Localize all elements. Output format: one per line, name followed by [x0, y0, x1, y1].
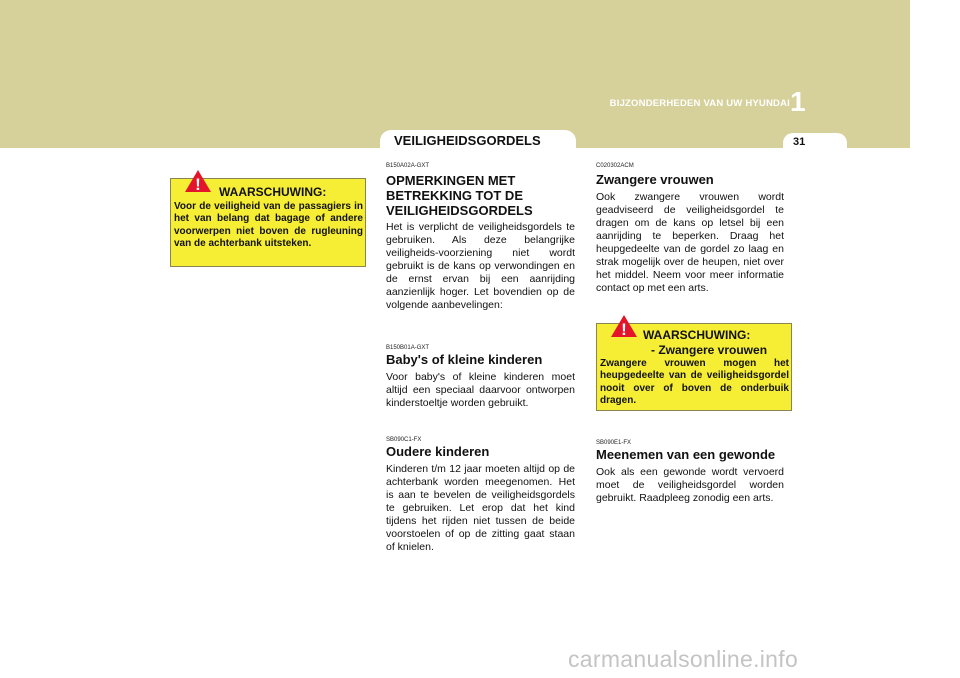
section-code: SB090E1-FX [596, 440, 632, 446]
warning-title: WAARSCHUWING: [219, 185, 327, 199]
warning-triangle-icon [184, 169, 212, 193]
warning-subtitle: - Zwangere vrouwen [651, 343, 768, 357]
section-body: Ook zwangere vrouwen wordt geadviseerd de veiligheidsgordel te dragen om de kans op letsel bij een aanrijding te beperken. Draag het heupgedeelte van de gordel zo laag en strak mogelijk over de heupen, niet over het middel. Neem voor meer informatie contact op met een arts. [596, 191, 784, 294]
chapter-number: 1 [790, 86, 806, 117]
section-body: Ook als een gewonde wordt vervoerd moet de veiligheidsgordel worden gebruikt. Raadpleeg zonodig een arts. [596, 466, 784, 504]
warning-glyph: ! [621, 320, 627, 338]
section-code: B150A02A-GXT [386, 163, 430, 169]
section-heading: Baby's of kleine kinderen [386, 352, 543, 367]
warning-text: Zwangere vrouwen mogen het heupgedeelte van de veiligheidsgordel nooit over of boven de onderbuik dragen. [600, 358, 789, 407]
warning-triangle-icon [610, 314, 638, 338]
section-code: SB090C1-FX [386, 437, 422, 443]
warning-title: WAARSCHUWING: [643, 328, 751, 342]
page-tab [783, 133, 847, 152]
page-number: 31 [793, 136, 806, 148]
warning-text: Voor de veiligheid van de passagiers in het van belang dat bagage of andere voorwerpen niet boven de rugleuning van de achterbank uitsteken. [174, 201, 363, 250]
section-code: C020302ACM [596, 163, 634, 169]
section-body: Kinderen t/m 12 jaar moeten altijd op de achterbank worden meegenomen. Het is aan te bevelen de veiligheidsgordels te gebruiken. Let erop dat het kind tijdens het rijden niet tussen de beide voorstoelen of op de zitting gaat staan of knielen. [386, 463, 575, 553]
warning-glyph: ! [195, 175, 201, 193]
section-body: Voor baby's of kleine kinderen moet altijd een speciaal daarvoor ontworpen kinderstoeltje worden gebruikt. [386, 371, 575, 409]
section-code: B150B01A-GXT [386, 345, 430, 351]
section-tab [380, 130, 576, 152]
watermark: carmanualsonline.info [568, 646, 799, 672]
warning-box-pregnant [596, 320, 792, 411]
section-heading: OPMERKINGEN MET BETREKKING TOT DE VEILIGHEIDSGORDELS [386, 173, 533, 218]
section-heading: Zwangere vrouwen [596, 172, 714, 187]
chapter-title: BIJZONDERHEDEN VAN UW HYUNDAI [609, 98, 790, 109]
header-band [0, 0, 910, 148]
section-body: Het is verplicht de veiligheidsgordels te gebruiken. Als deze belangrijke veiligheids-voorziening niet wordt gebruikt is de kans op verwondingen en de ernst ervan bij een aanrijding aanzienlijk hoger. Let bovendien op de volgende aanbevelingen: [386, 221, 575, 311]
warning-box-luggage [170, 175, 366, 267]
section-heading: Meenemen van een gewonde [596, 447, 776, 462]
section-title: VEILIGHEIDSGORDELS [394, 133, 541, 148]
section-heading: Oudere kinderen [386, 444, 490, 459]
